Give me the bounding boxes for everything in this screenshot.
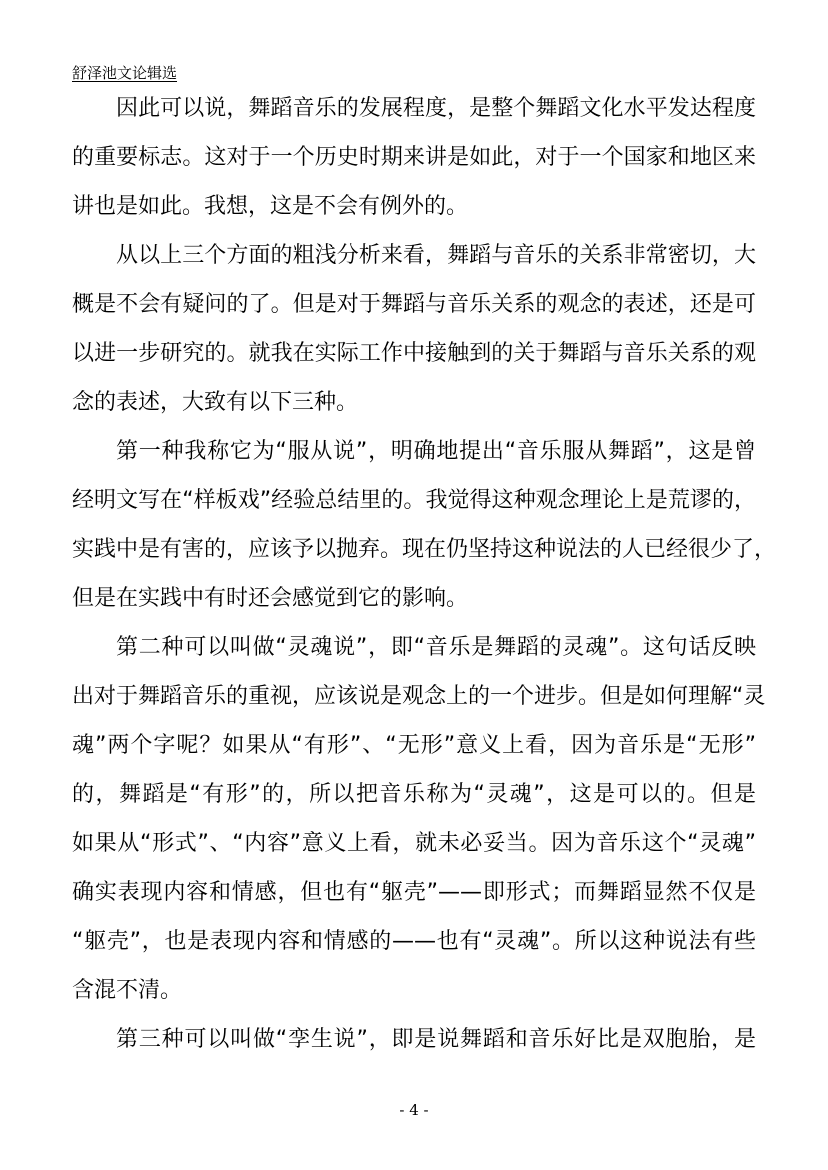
text-line: 第一种我称它为“服从说”，明确地提出“音乐服从舞蹈”，这是曾 [116,439,756,464]
text-line: 第二种可以叫做“灵魂说”，即“音乐是舞蹈的灵魂”。这句话反映 [116,635,756,660]
running-header: 舒泽池文论辑选 [72,64,178,82]
page-number: - 4 - [399,1101,429,1119]
body-text [72,84,777,1064]
text-line: 含混不清。 [72,978,183,1003]
text-line: 概是不会有疑问的了。但是对于舞蹈与音乐关系的观念的表述，还是可 [72,292,756,317]
text-line: 从以上三个方面的粗浅分析来看，舞蹈与音乐的关系非常密切，大 [116,243,756,268]
text-line: 确实表现内容和情感，但也有“躯壳”——即形式；而舞蹈显然不仅是 [72,880,756,905]
text-line: 实践中是有害的，应该予以抛弃。现在仍坚持这种说法的人已经很少了， [72,537,777,562]
text-line: 的，舞蹈是“有形”的，所以把音乐称为“灵魂”，这是可以的。但是 [72,782,756,807]
text-line: 但是在实践中有时还会感觉到它的影响。 [72,586,469,611]
text-line: 第三种可以叫做“孪生说”，即是说舞蹈和音乐好比是双胞胎，是 [116,1027,756,1052]
text-line: 魂”两个字呢？如果从“有形”、“无形”意义上看，因为音乐是“无形” [72,733,756,758]
text-line: 经明文写在“样板戏”经验总结里的。我觉得这种观念理论上是荒谬的， [72,488,756,513]
text-line: 因此可以说，舞蹈音乐的发展程度，是整个舞蹈文化水平发达程度 [116,96,756,121]
text-line: 念的表述，大致有以下三种。 [72,390,359,415]
text-line: 讲也是如此。我想，这是不会有例外的。 [72,194,469,219]
text-line: 如果从“形式”、“内容”意义上看，就未必妥当。因为音乐这个“灵魂” [72,831,756,856]
text-line: 以进一步研究的。就我在实际工作中接触到的关于舞蹈与音乐关系的观 [72,341,756,366]
text-line: 的重要标志。这对于一个历史时期来讲是如此，对于一个国家和地区来 [72,145,756,170]
text-line: 出对于舞蹈音乐的重视，应该说是观念上的一个进步。但是如何理解“灵 [72,684,766,709]
text-line: “躯壳”，也是表现内容和情感的——也有“灵魂”。所以这种说法有些 [72,929,756,954]
